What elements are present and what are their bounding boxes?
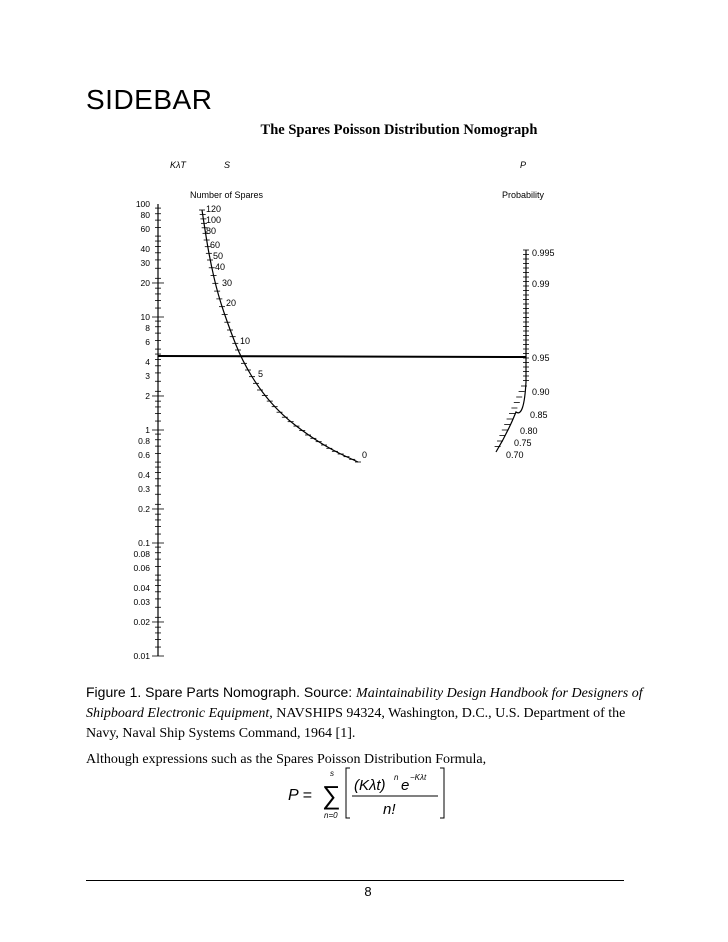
kt-tick-label: 0.1 xyxy=(138,538,150,548)
caption-source-title: Maintainability Design Handbook for Designers of Shipboard Electronic Equipment xyxy=(86,686,643,721)
kt-tick-label: 20 xyxy=(140,277,150,288)
body-paragraph: Although expressions such as the Spares Poisson Distribution Formula, xyxy=(86,752,487,767)
kt-tick-label: 100 xyxy=(135,199,150,209)
probability-axis-label: Probability xyxy=(502,190,545,200)
spares-label: 50 xyxy=(213,251,224,261)
caption-rest: , NAVSHIPS 94324, Washington, D.C., U.S. Department of the Navy, Naval Ship Systems Command, 1964 [1]. xyxy=(86,706,626,741)
page-number: 8 xyxy=(364,884,372,899)
kt-tick-label: 0.01 xyxy=(133,651,150,661)
kt-tick-label: 0.03 xyxy=(133,597,150,608)
spares-curve-line xyxy=(202,210,358,462)
kt-tick-label: 0.08 xyxy=(133,548,150,559)
formula-upper-limit: s xyxy=(330,769,334,778)
probability-label: 0.70 xyxy=(506,450,524,460)
spares-label: 20 xyxy=(226,298,237,308)
probability-label: 0.85 xyxy=(530,410,548,420)
s-axis-header: S xyxy=(224,160,231,170)
kt-axis-header: KλT xyxy=(170,160,186,170)
sigma-symbol: ∑ xyxy=(322,780,341,810)
spares-label: 10 xyxy=(240,336,251,346)
kt-tick-label: 6 xyxy=(145,337,150,348)
kt-tick-label: 0.4 xyxy=(138,469,150,480)
kt-tick-label: 30 xyxy=(140,258,150,269)
formula-exponent-e: −Kλt xyxy=(410,773,427,782)
formula-denominator: n! xyxy=(383,801,396,818)
probability-label: 0.995 xyxy=(532,248,555,258)
spares-label: 0 xyxy=(362,450,368,460)
kt-tick-label: 0.8 xyxy=(138,435,150,446)
formula-numerator: (Kλt) xyxy=(354,777,386,794)
spares-label: 100 xyxy=(206,215,222,225)
spares-label: 5 xyxy=(258,369,264,379)
kt-tick-label: 0.3 xyxy=(138,484,150,495)
kt-tick-label: 0.04 xyxy=(133,582,150,593)
probability-label: 0.95 xyxy=(532,353,550,363)
kt-tick-label: 80 xyxy=(140,209,150,220)
kt-tick-label: 0.06 xyxy=(133,563,150,574)
kt-tick-label: 8 xyxy=(145,322,150,333)
kt-tick-label: 10 xyxy=(140,312,150,322)
kt-tick-label: 0.6 xyxy=(138,450,150,461)
spares-curve xyxy=(199,204,367,462)
probability-label: 0.99 xyxy=(532,279,550,289)
kt-tick-label: 0.02 xyxy=(133,616,150,627)
kt-tick-label: 60 xyxy=(140,224,150,235)
right-bracket xyxy=(440,768,444,818)
probability-label: 0.75 xyxy=(514,438,532,448)
caption-prefix: Figure 1. Spare Parts Nomograph. Source: xyxy=(86,684,357,700)
kt-tick-label: 40 xyxy=(140,243,150,254)
kt-tick-label: 3 xyxy=(145,371,150,382)
p-axis-header: P xyxy=(520,160,527,170)
figure-caption xyxy=(86,682,646,744)
spares-label: 30 xyxy=(222,278,233,288)
probability-label: 0.90 xyxy=(532,387,550,397)
figure-title: The Spares Poisson Distribution Nomograph xyxy=(260,122,538,138)
k-lambda-t-scale xyxy=(133,199,164,661)
nomograph-figure xyxy=(130,150,570,670)
kt-tick-label: 2 xyxy=(145,390,150,401)
kt-tick-label: 1 xyxy=(145,425,150,435)
probability-scale xyxy=(495,248,555,460)
formula-e: e xyxy=(401,777,410,794)
index-line xyxy=(158,356,526,357)
kt-tick-label: 0.2 xyxy=(138,503,150,514)
spares-axis-label: Number of Spares xyxy=(190,190,264,200)
probability-label: 0.80 xyxy=(520,426,538,436)
kt-tick-label: 4 xyxy=(145,356,150,367)
left-bracket xyxy=(346,768,350,818)
spares-label: 40 xyxy=(215,262,226,272)
spares-label: 80 xyxy=(206,226,217,236)
spares-label: 60 xyxy=(210,240,221,250)
spares-label: 120 xyxy=(206,204,222,214)
formula-exponent-n: n xyxy=(394,773,399,782)
sidebar-heading: SIDEBAR xyxy=(86,84,213,115)
formula-lhs: P = xyxy=(288,787,312,804)
formula-lower-limit: n=0 xyxy=(324,811,338,820)
footer-rule xyxy=(86,880,624,881)
poisson-formula xyxy=(280,762,450,826)
